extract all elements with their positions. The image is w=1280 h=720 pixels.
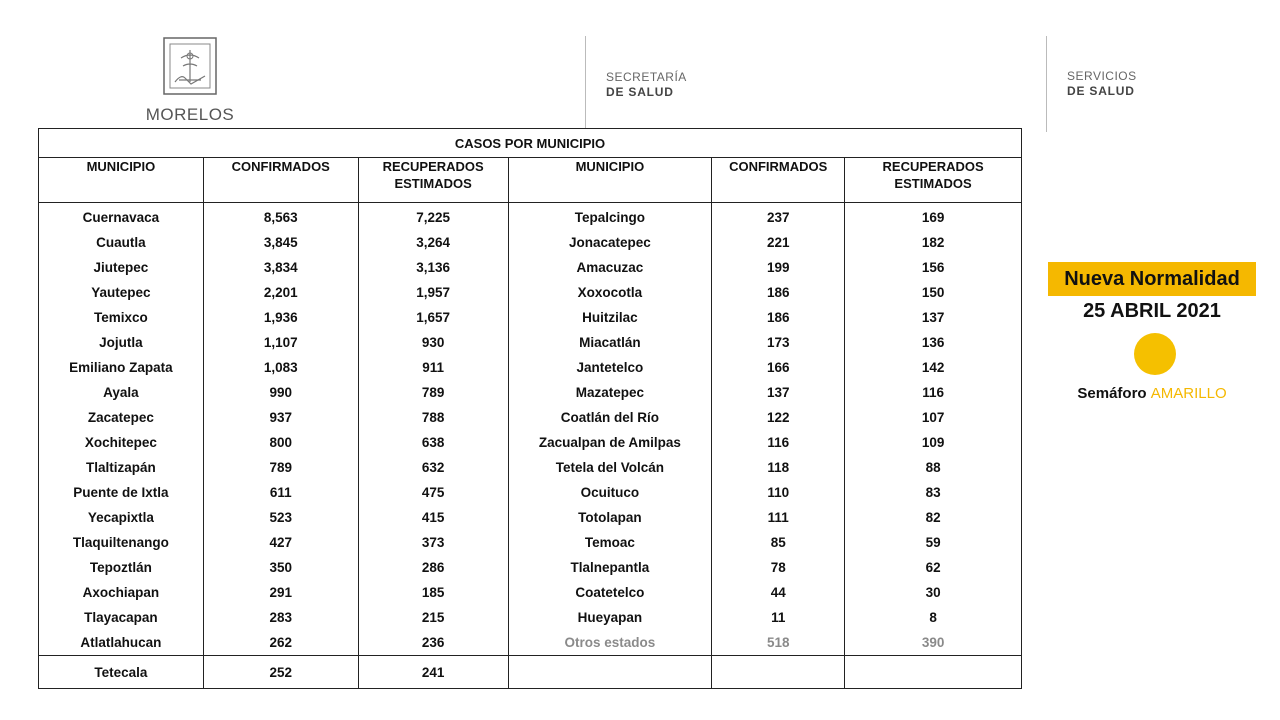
confirmados-cell: 800 bbox=[203, 430, 358, 455]
table-row bbox=[39, 255, 1022, 280]
confirmados-cell: 283 bbox=[203, 605, 358, 630]
confirmados-cell bbox=[712, 656, 845, 689]
recuperados-cell bbox=[845, 656, 1022, 689]
morelos-logo bbox=[140, 36, 240, 126]
municipio-cell: Totolapan bbox=[508, 505, 712, 530]
municipio-cell: Tlayacapan bbox=[39, 605, 204, 630]
municipio-cell: Hueyapan bbox=[508, 605, 712, 630]
table-row bbox=[39, 605, 1022, 630]
municipio-cell: Zacatepec bbox=[39, 405, 204, 430]
municipio-cell: Coatlán del Río bbox=[508, 405, 712, 430]
confirmados-cell: 291 bbox=[203, 580, 358, 605]
recuperados-cell: 30 bbox=[845, 580, 1022, 605]
table-row bbox=[39, 405, 1022, 430]
municipio-cell: Tetela del Volcán bbox=[508, 455, 712, 480]
municipio-cell: Huitzilac bbox=[508, 305, 712, 330]
confirmados-cell: 221 bbox=[712, 230, 845, 255]
municipio-cell: Jojutla bbox=[39, 330, 204, 355]
nueva-normalidad-badge: Nueva Normalidad bbox=[1048, 262, 1256, 296]
municipio-cell: Tlaltizapán bbox=[39, 455, 204, 480]
municipio-cell: Atlatlahucan bbox=[39, 630, 204, 656]
recuperados-cell: 241 bbox=[358, 656, 508, 689]
recuperados-cell: 215 bbox=[358, 605, 508, 630]
confirmados-cell: 3,834 bbox=[203, 255, 358, 280]
confirmados-cell: 116 bbox=[712, 430, 845, 455]
table-row bbox=[39, 455, 1022, 480]
municipio-cell: Jiutepec bbox=[39, 255, 204, 280]
table-row bbox=[39, 380, 1022, 405]
municipio-cell: Coatetelco bbox=[508, 580, 712, 605]
state-seal-icon bbox=[161, 36, 219, 96]
recuperados-cell: 638 bbox=[358, 430, 508, 455]
table-row bbox=[39, 305, 1022, 330]
confirmados-cell: 118 bbox=[712, 455, 845, 480]
confirmados-cell: 186 bbox=[712, 305, 845, 330]
confirmados-cell: 518 bbox=[712, 630, 845, 656]
table-row bbox=[39, 505, 1022, 530]
municipio-cell: Tlaquiltenango bbox=[39, 530, 204, 555]
municipio-cell: Ocuituco bbox=[508, 480, 712, 505]
confirmados-cell: 166 bbox=[712, 355, 845, 380]
semaforo-word: Semáforo bbox=[1077, 385, 1147, 402]
municipio-cell: Miacatlán bbox=[508, 330, 712, 355]
table-row bbox=[39, 330, 1022, 355]
recuperados-cell: 415 bbox=[358, 505, 508, 530]
recuperados-cell: 169 bbox=[845, 203, 1022, 231]
confirmados-cell: 1,936 bbox=[203, 305, 358, 330]
recuperados-cell: 137 bbox=[845, 305, 1022, 330]
recuperados-cell: 1,657 bbox=[358, 305, 508, 330]
confirmados-cell: 937 bbox=[203, 405, 358, 430]
table-row bbox=[39, 203, 1022, 231]
confirmados-cell: 1,107 bbox=[203, 330, 358, 355]
municipio-cell: Xochitepec bbox=[39, 430, 204, 455]
recuperados-cell: 82 bbox=[845, 505, 1022, 530]
confirmados-cell: 789 bbox=[203, 455, 358, 480]
recuperados-cell: 286 bbox=[358, 555, 508, 580]
municipio-cell: Tepoztlán bbox=[39, 555, 204, 580]
municipio-cell: Mazatepec bbox=[508, 380, 712, 405]
org-line2: DE SALUD bbox=[1067, 84, 1135, 98]
recuperados-cell: 8 bbox=[845, 605, 1022, 630]
org-line1: SERVICIOS bbox=[1067, 69, 1137, 83]
recuperados-cell: 3,264 bbox=[358, 230, 508, 255]
confirmados-cell: 427 bbox=[203, 530, 358, 555]
confirmados-cell: 237 bbox=[712, 203, 845, 231]
table-title: CASOS POR MUNICIPIO bbox=[39, 129, 1022, 158]
recuperados-cell: 150 bbox=[845, 280, 1022, 305]
recuperados-cell: 911 bbox=[358, 355, 508, 380]
recuperados-cell: 236 bbox=[358, 630, 508, 656]
recuperados-cell: 142 bbox=[845, 355, 1022, 380]
table-row bbox=[39, 280, 1022, 305]
report-date: 25 ABRIL 2021 bbox=[1083, 300, 1221, 322]
semaforo-value: AMARILLO bbox=[1150, 385, 1227, 402]
column-header: CONFIRMADOS bbox=[203, 158, 358, 203]
org-line2: DE SALUD bbox=[606, 85, 674, 99]
recuperados-cell: 930 bbox=[358, 330, 508, 355]
municipio-cell bbox=[508, 656, 712, 689]
municipio-cell: Cuautla bbox=[39, 230, 204, 255]
municipio-cell: Zacualpan de Amilpas bbox=[508, 430, 712, 455]
recuperados-cell: 116 bbox=[845, 380, 1022, 405]
table-row bbox=[39, 430, 1022, 455]
confirmados-cell: 122 bbox=[712, 405, 845, 430]
recuperados-cell: 788 bbox=[358, 405, 508, 430]
recuperados-cell: 373 bbox=[358, 530, 508, 555]
header-divider bbox=[585, 36, 586, 128]
confirmados-cell: 262 bbox=[203, 630, 358, 656]
recuperados-cell: 107 bbox=[845, 405, 1022, 430]
municipio-cell: Cuernavaca bbox=[39, 203, 204, 231]
table-row bbox=[39, 355, 1022, 380]
recuperados-cell: 156 bbox=[845, 255, 1022, 280]
confirmados-cell: 990 bbox=[203, 380, 358, 405]
recuperados-cell: 789 bbox=[358, 380, 508, 405]
recuperados-cell: 59 bbox=[845, 530, 1022, 555]
confirmados-cell: 11 bbox=[712, 605, 845, 630]
table-row bbox=[39, 580, 1022, 605]
confirmados-cell: 78 bbox=[712, 555, 845, 580]
municipio-cell: Puente de Ixtla bbox=[39, 480, 204, 505]
column-header: RECUPERADOS ESTIMADOS bbox=[358, 158, 508, 203]
table-row bbox=[39, 480, 1022, 505]
confirmados-cell: 1,083 bbox=[203, 355, 358, 380]
recuperados-cell: 1,957 bbox=[358, 280, 508, 305]
recuperados-cell: 475 bbox=[358, 480, 508, 505]
org-secretaria-salud bbox=[606, 70, 687, 100]
recuperados-cell: 3,136 bbox=[358, 255, 508, 280]
casos-table bbox=[38, 128, 1022, 689]
confirmados-cell: 110 bbox=[712, 480, 845, 505]
recuperados-cell: 182 bbox=[845, 230, 1022, 255]
column-header: RECUPERADOS ESTIMADOS bbox=[845, 158, 1022, 203]
recuperados-cell: 88 bbox=[845, 455, 1022, 480]
column-header: CONFIRMADOS bbox=[712, 158, 845, 203]
table-row bbox=[39, 656, 1022, 689]
table-row bbox=[39, 530, 1022, 555]
table-row bbox=[39, 230, 1022, 255]
municipio-cell: Tetecala bbox=[39, 656, 204, 689]
logo-text: MORELOS bbox=[145, 105, 235, 124]
municipio-cell: Tlalnepantla bbox=[508, 555, 712, 580]
municipio-cell: Temixco bbox=[39, 305, 204, 330]
municipio-cell: Yecapixtla bbox=[39, 505, 204, 530]
confirmados-cell: 611 bbox=[203, 480, 358, 505]
municipio-cell: Xoxocotla bbox=[508, 280, 712, 305]
header-divider bbox=[1046, 36, 1047, 132]
table-row bbox=[39, 555, 1022, 580]
recuperados-cell: 109 bbox=[845, 430, 1022, 455]
municipio-cell: Amacuzac bbox=[508, 255, 712, 280]
column-header: MUNICIPIO bbox=[508, 158, 712, 203]
municipio-cell: Temoac bbox=[508, 530, 712, 555]
confirmados-cell: 2,201 bbox=[203, 280, 358, 305]
confirmados-cell: 3,845 bbox=[203, 230, 358, 255]
confirmados-cell: 137 bbox=[712, 380, 845, 405]
confirmados-cell: 44 bbox=[712, 580, 845, 605]
recuperados-cell: 83 bbox=[845, 480, 1022, 505]
confirmados-cell: 199 bbox=[712, 255, 845, 280]
org-line1: SECRETARÍA bbox=[606, 70, 687, 84]
confirmados-cell: 252 bbox=[203, 656, 358, 689]
recuperados-cell: 7,225 bbox=[358, 203, 508, 231]
confirmados-cell: 350 bbox=[203, 555, 358, 580]
recuperados-cell: 136 bbox=[845, 330, 1022, 355]
municipio-cell: Emiliano Zapata bbox=[39, 355, 204, 380]
confirmados-cell: 8,563 bbox=[203, 203, 358, 231]
semaforo-indicator bbox=[1134, 333, 1176, 375]
recuperados-cell: 185 bbox=[358, 580, 508, 605]
confirmados-cell: 85 bbox=[712, 530, 845, 555]
municipio-cell: Ayala bbox=[39, 380, 204, 405]
municipio-cell: Jonacatepec bbox=[508, 230, 712, 255]
municipio-cell: Yautepec bbox=[39, 280, 204, 305]
semaforo-label bbox=[1048, 385, 1256, 402]
recuperados-cell: 62 bbox=[845, 555, 1022, 580]
confirmados-cell: 186 bbox=[712, 280, 845, 305]
table-row bbox=[39, 630, 1022, 656]
recuperados-cell: 390 bbox=[845, 630, 1022, 656]
confirmados-cell: 523 bbox=[203, 505, 358, 530]
org-servicios-salud bbox=[1067, 69, 1137, 99]
municipio-cell: Otros estados bbox=[508, 630, 712, 656]
confirmados-cell: 173 bbox=[712, 330, 845, 355]
confirmados-cell: 111 bbox=[712, 505, 845, 530]
municipio-cell: Axochiapan bbox=[39, 580, 204, 605]
column-header: MUNICIPIO bbox=[39, 158, 204, 203]
municipio-cell: Jantetelco bbox=[508, 355, 712, 380]
municipio-cell: Tepalcingo bbox=[508, 203, 712, 231]
recuperados-cell: 632 bbox=[358, 455, 508, 480]
